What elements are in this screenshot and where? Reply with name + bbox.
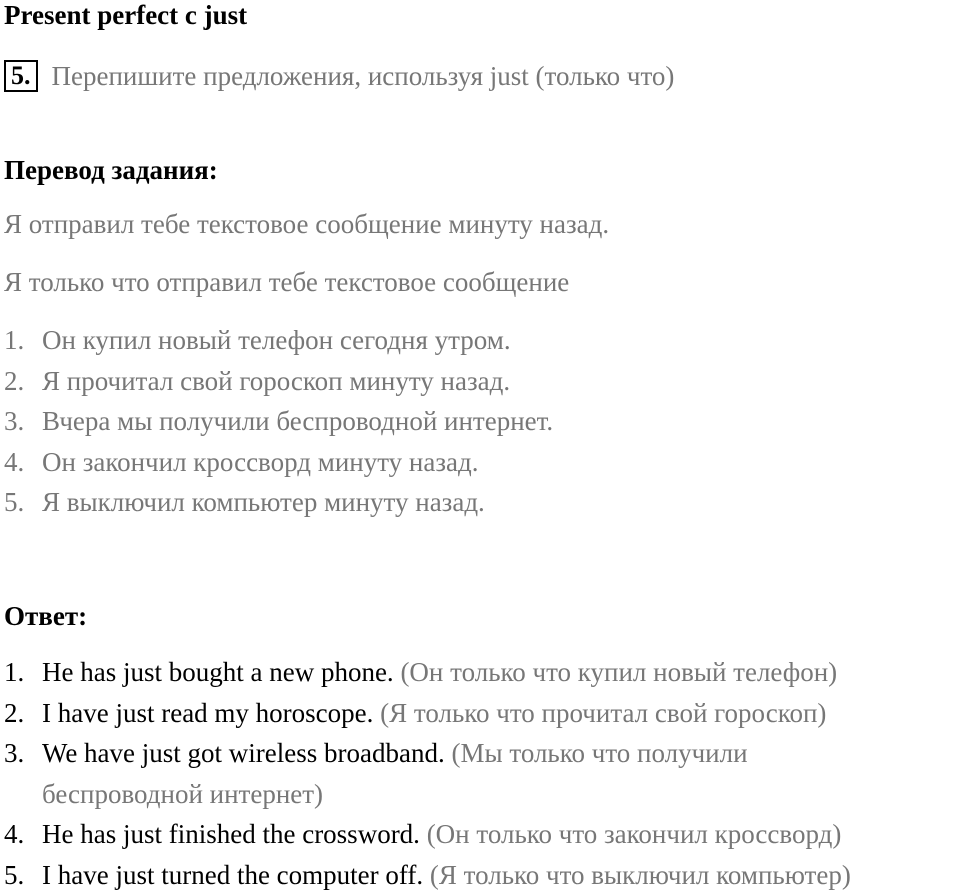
list-item bbox=[4, 320, 553, 361]
item-text: Я выключил компьютер минуту назад. bbox=[42, 482, 485, 523]
task-header bbox=[4, 59, 674, 93]
item-number: 1. bbox=[4, 320, 42, 361]
list-item bbox=[4, 855, 960, 895]
item-text: Он купил новый телефон сегодня утром. bbox=[42, 320, 511, 361]
answer-russian: (Он только что купил новый телефон) bbox=[400, 657, 837, 687]
answer-russian: (Я только что прочитал свой гороскоп) bbox=[380, 698, 826, 728]
answer-english: He has just bought a new phone. bbox=[42, 657, 394, 687]
answer-russian: (Он только что закончил кроссворд) bbox=[427, 819, 842, 849]
item-number: 3. bbox=[4, 401, 42, 442]
list-item bbox=[4, 814, 960, 855]
item-number: 2. bbox=[4, 693, 42, 734]
item-number: 4. bbox=[4, 814, 42, 855]
list-item bbox=[4, 361, 553, 402]
answer-heading: Ответ: bbox=[4, 600, 87, 632]
page-title: Present perfect с just bbox=[4, 0, 247, 30]
answer-russian: (Я только что выключил компьютер) bbox=[430, 860, 851, 890]
item-text: Я прочитал свой гороскоп минуту назад. bbox=[42, 361, 510, 402]
list-item bbox=[4, 693, 960, 734]
list-item bbox=[4, 733, 960, 814]
item-number: 2. bbox=[4, 361, 42, 402]
list-item bbox=[4, 652, 960, 693]
answer-list bbox=[4, 652, 960, 895]
list-item bbox=[4, 401, 553, 442]
answer-english: I have just turned the computer off. bbox=[42, 860, 423, 890]
item-number: 4. bbox=[4, 442, 42, 483]
task-number-box: 5. bbox=[4, 60, 38, 92]
translation-heading: Перевод задания: bbox=[4, 154, 218, 186]
example-sentence: Я отправил тебе текстовое сообщение минуту назад. bbox=[4, 208, 609, 240]
item-number: 1. bbox=[4, 652, 42, 693]
answer-english: I have just read my horoscope. bbox=[42, 698, 373, 728]
example-answer: Я только что отправил тебе текстовое сообщение bbox=[4, 266, 569, 298]
list-item bbox=[4, 442, 553, 483]
translation-list bbox=[4, 320, 553, 523]
list-item bbox=[4, 482, 553, 523]
answer-russian: (Мы только что получили беспроводной интернет) bbox=[42, 738, 748, 809]
answer-english: He has just finished the crossword. bbox=[42, 819, 420, 849]
task-instruction: Перепишите предложения, используя just (только что) bbox=[52, 59, 675, 93]
item-number: 3. bbox=[4, 733, 42, 814]
answer-english: We have just got wireless broadband. bbox=[42, 738, 445, 768]
item-text: Он закончил кроссворд минуту назад. bbox=[42, 442, 479, 483]
item-number: 5. bbox=[4, 482, 42, 523]
item-number: 5. bbox=[4, 855, 42, 895]
item-text: Вчера мы получили беспроводной интернет. bbox=[42, 401, 553, 442]
